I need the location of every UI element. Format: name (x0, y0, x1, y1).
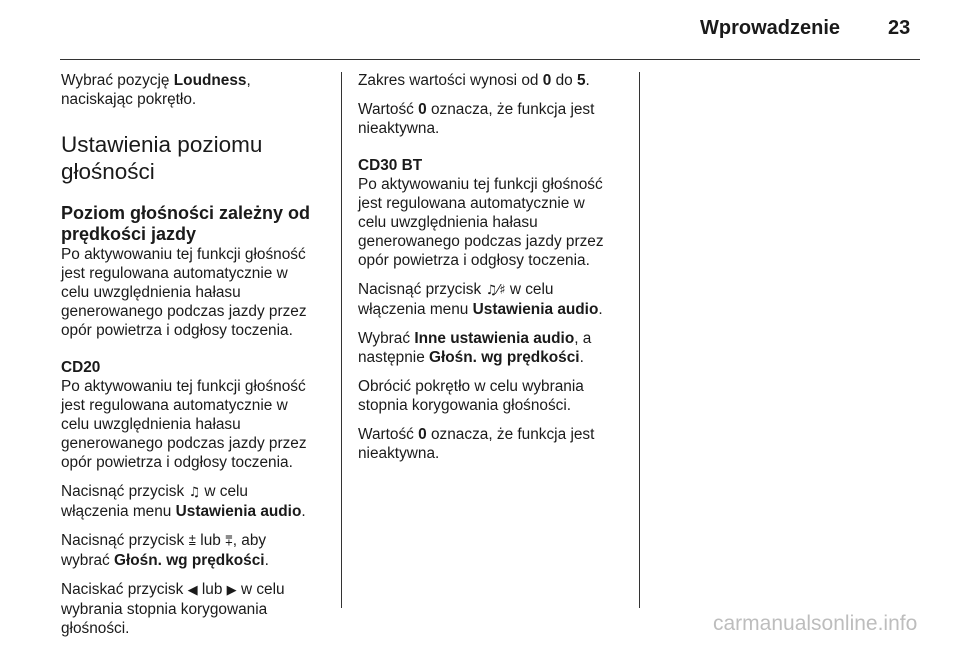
press-tone-instruction (358, 280, 634, 319)
text: , a (574, 330, 592, 347)
range-statement (358, 71, 634, 90)
page-header-title: Wprowadzenie (700, 17, 841, 39)
scroll-down-icon: ⩱ (225, 534, 233, 549)
section-title (61, 131, 336, 185)
menu-name-audio-settings: Ustawienia audio (472, 301, 599, 318)
text: . (579, 349, 584, 366)
text: Zakres wartości wynosi od (358, 72, 543, 89)
subsection-title (61, 203, 336, 245)
value-max: 5 (576, 72, 586, 89)
text-line: jest regulowana automatycznie w (61, 397, 288, 414)
column-divider-left (341, 72, 342, 608)
text-line: jest regulowana automatycznie w (61, 265, 288, 282)
text: w celu (200, 483, 248, 500)
tone-button-icon: ♫⁄♯ (485, 283, 506, 298)
text: Nacisnąć przycisk (61, 532, 189, 549)
text: Obrócić pokrętło w celu wybrania (358, 378, 584, 395)
subsection-title-line: Poziom głośności zależny od (61, 203, 311, 223)
menu-item-loudness: Loudness (173, 72, 247, 89)
text-line: celu uwzględnienia hałasu (358, 214, 538, 231)
page-number: 23 (888, 17, 911, 39)
text-line: generowanego podczas jazdy przez (358, 233, 604, 250)
text: włączenia menu (358, 301, 473, 318)
cd30bt-heading: CD30 BT (358, 157, 423, 174)
text: Nacisnąć przycisk (358, 281, 486, 298)
scroll-up-icon: ⩲ (188, 534, 197, 549)
text-line: celu uwzględnienia hałasu (61, 416, 241, 433)
text: . (301, 503, 306, 520)
text: Nacisnąć przycisk (61, 483, 189, 500)
text: wybrać (61, 552, 115, 569)
text: lub (197, 581, 227, 598)
text-line: opór powietrza i odgłosy toczenia. (61, 454, 293, 471)
value-zero: 0 (418, 426, 427, 443)
section-title-line: głośności (61, 159, 155, 184)
column-divider-right (639, 72, 640, 608)
select-instruction (61, 531, 336, 570)
select-instruction (358, 329, 634, 367)
menu-name-audio-settings: Ustawienia audio (175, 503, 302, 520)
text-column-left (61, 71, 336, 648)
text-line: opór powietrza i odgłosy toczenia. (61, 322, 293, 339)
tone-button-icon: ♫ (188, 485, 201, 500)
text-line: opór powietrza i odgłosy toczenia. (358, 252, 590, 269)
subsection-title-line: prędkości jazdy (61, 224, 197, 244)
text: włączenia menu (61, 503, 176, 520)
adjust-instruction (61, 580, 336, 638)
text: Wybrać (358, 330, 415, 347)
text-line: generowanego podczas jazdy przez (61, 303, 307, 320)
header-rule (60, 59, 920, 60)
zero-value-note (358, 425, 634, 463)
paragraph-description (61, 245, 336, 340)
text: Wybrać pozycję (61, 72, 174, 89)
text: . (264, 552, 269, 569)
text: nieaktywna. (358, 445, 440, 462)
cd20-heading: CD20 (61, 359, 101, 376)
text: naciskając pokrętło. (61, 91, 197, 108)
text-line: generowanego podczas jazdy przez (61, 435, 307, 452)
text: , aby (232, 532, 267, 549)
right-arrow-icon: ▶ (226, 583, 237, 598)
value-min: 0 (542, 72, 552, 89)
paragraph-cd20 (61, 377, 336, 472)
menu-item-other-audio-settings: Inne ustawienia audio (414, 330, 575, 347)
left-arrow-icon: ◀ (187, 583, 198, 598)
section-title-line: Ustawienia poziomu (61, 132, 263, 157)
text-line: Po aktywowaniu tej funkcji głośność (61, 378, 306, 395)
text: głośności. (61, 620, 130, 637)
text: następnie (358, 349, 430, 366)
text: lub (196, 532, 226, 549)
text: do (551, 72, 577, 89)
text: . (585, 72, 590, 89)
text: stopnia korygowania głośności. (358, 397, 572, 414)
text: w celu (236, 581, 285, 598)
text: oznacza, że funkcja jest (426, 426, 595, 443)
value-zero: 0 (418, 101, 427, 118)
text: wybrania stopnia korygowania (61, 601, 268, 618)
loudness-instruction (61, 71, 336, 109)
paragraph-cd30bt (358, 175, 634, 270)
text: nieaktywna. (358, 120, 440, 137)
menu-item-speed-volume: Głośn. wg prędkości (114, 552, 265, 569)
text: w celu (505, 281, 554, 298)
watermark: carmanualsonline.info (713, 612, 918, 635)
text-line: Po aktywowaniu tej funkcji głośność (61, 246, 306, 263)
text-line: celu uwzględnienia hałasu (61, 284, 241, 301)
text-line: jest regulowana automatycznie w (358, 195, 585, 212)
press-tone-instruction (61, 482, 336, 521)
text-line: Po aktywowaniu tej funkcji głośność (358, 176, 603, 193)
text: , (246, 72, 251, 89)
rotate-instruction (358, 377, 634, 415)
text: Wartość (358, 426, 419, 443)
text-column-middle (358, 71, 634, 473)
text: oznacza, że funkcja jest (426, 101, 595, 118)
zero-value-note (358, 100, 634, 138)
menu-item-speed-volume: Głośn. wg prędkości (429, 349, 580, 366)
text: Naciskać przycisk (61, 581, 188, 598)
text: . (598, 301, 603, 318)
text: Wartość (358, 101, 419, 118)
